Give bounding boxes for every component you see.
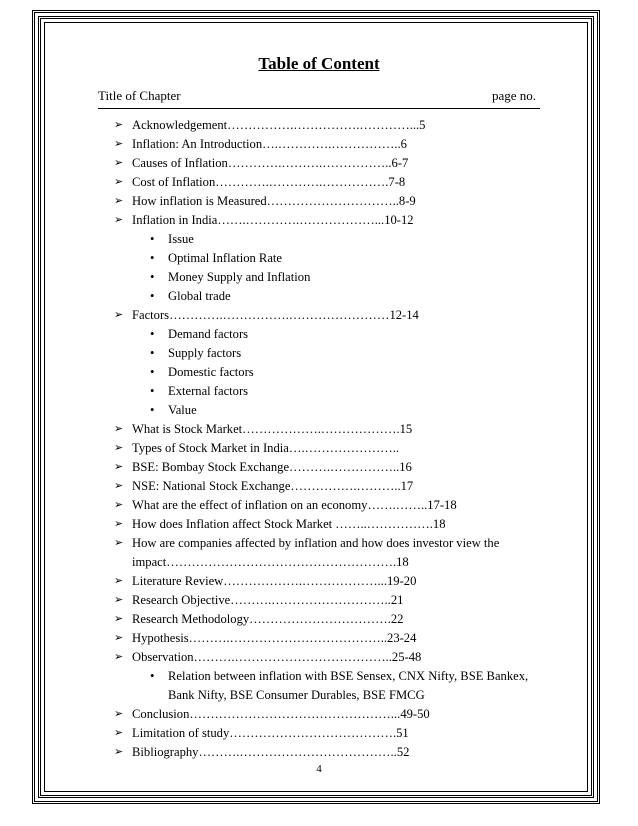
- toc-subentry: [110, 382, 550, 401]
- toc-entry-text: Supply factors: [168, 346, 242, 360]
- toc-entry-text: Literature Review……………….………………...19-20: [132, 574, 417, 588]
- toc-entry-text: Global trade: [168, 289, 231, 303]
- arrow-bullet-icon: ➢: [114, 594, 124, 606]
- round-bullet-icon: •: [150, 327, 155, 341]
- toc-entry: [110, 173, 550, 192]
- arrow-bullet-icon: ➢: [114, 423, 124, 435]
- arrow-bullet-icon: ➢: [114, 195, 124, 207]
- toc-entry-text: Demand factors: [168, 327, 249, 341]
- toc-entry-text: Research Objective……….………………………..21: [132, 593, 404, 607]
- arrow-bullet-icon: ➢: [114, 499, 124, 511]
- round-bullet-icon: •: [150, 669, 155, 683]
- toc-entry: [110, 743, 550, 762]
- toc-entry-text: Research Methodology…………………………….22: [132, 612, 404, 626]
- toc-entry-text: Hypothesis……….………………………………..23-24: [132, 631, 417, 645]
- toc-entry: [110, 534, 550, 572]
- arrow-bullet-icon: ➢: [114, 651, 124, 663]
- arrow-bullet-icon: ➢: [114, 138, 124, 150]
- toc-entry-text: Domestic factors: [168, 365, 254, 379]
- toc-entry-text: Acknowledgement…………….…………….…………...5: [132, 118, 426, 132]
- toc-entry: [110, 705, 550, 724]
- arrow-bullet-icon: ➢: [114, 632, 124, 644]
- arrow-bullet-icon: ➢: [114, 708, 124, 720]
- toc-entry: [110, 306, 550, 325]
- arrow-bullet-icon: ➢: [114, 480, 124, 492]
- toc-entry-text: Conclusion…………………………………………...49-50: [132, 707, 430, 721]
- page-title: [0, 54, 638, 74]
- round-bullet-icon: •: [150, 270, 155, 284]
- page-title-text: Table of Content: [258, 54, 380, 73]
- round-bullet-icon: •: [150, 384, 155, 398]
- toc-entry-text: What are the effect of inflation on an economy…….……..17-18: [132, 498, 457, 512]
- toc-entry: [110, 420, 550, 439]
- round-bullet-icon: •: [150, 251, 155, 265]
- toc-entry: [110, 610, 550, 629]
- arrow-bullet-icon: ➢: [114, 746, 124, 758]
- arrow-bullet-icon: ➢: [114, 157, 124, 169]
- toc-subentry: [110, 230, 550, 249]
- toc-entry: [110, 458, 550, 477]
- toc-entry-text: Observation……….………………………………..25-48: [132, 650, 422, 664]
- arrow-bullet-icon: ➢: [114, 442, 124, 454]
- toc-entry: [110, 515, 550, 534]
- round-bullet-icon: •: [150, 232, 155, 246]
- toc-entry-text: Money Supply and Inflation: [168, 270, 311, 284]
- arrow-bullet-icon: ➢: [114, 575, 124, 587]
- arrow-bullet-icon: ➢: [114, 119, 124, 131]
- toc-subentry: [110, 287, 550, 306]
- toc-entry-text: NSE: National Stock Exchange…………….………..17: [132, 479, 414, 493]
- toc-entry: [110, 648, 550, 667]
- arrow-bullet-icon: ➢: [114, 727, 124, 739]
- toc-header-row: [98, 88, 540, 109]
- toc-entry-text: Cost of Inflation………….………….…………….7-8: [132, 175, 406, 189]
- toc-entry-text: Inflation in India…….………….………………...10-12: [132, 213, 414, 227]
- toc-entry-text: Factors………….…………….……………………12-14: [132, 308, 419, 322]
- arrow-bullet-icon: ➢: [114, 176, 124, 188]
- toc-entry-text: Inflation: An Introduction….………….……………..6: [132, 137, 407, 151]
- toc-entry-text: Types of Stock Market in India….…………………..: [132, 441, 400, 455]
- arrow-bullet-icon: ➢: [114, 537, 124, 549]
- toc-entry-text: Value: [168, 403, 197, 417]
- toc-entry: [110, 211, 550, 230]
- arrow-bullet-icon: ➢: [114, 214, 124, 226]
- toc-entry: [110, 439, 550, 458]
- toc-subentry: [110, 401, 550, 420]
- toc-subentry: [110, 268, 550, 287]
- page-number: 4: [316, 763, 322, 775]
- toc-list: [110, 116, 550, 762]
- toc-entry-text: Issue: [168, 232, 194, 246]
- toc-subentry: [110, 667, 550, 705]
- toc-entry-text: Limitation of study………………………………….51: [132, 726, 409, 740]
- chapter-title-header: Title of Chapter: [98, 88, 181, 103]
- toc-entry-text: What is Stock Market……………….……………….15: [132, 422, 413, 436]
- arrow-bullet-icon: ➢: [114, 309, 124, 321]
- toc-entry-text: How are companies affected by inflation and how does investor view the impact……………………………………………….18: [132, 536, 500, 569]
- toc-subentry: [110, 249, 550, 268]
- toc-subentry: [110, 344, 550, 363]
- toc-entry-text: How does Inflation affect Stock Market ……..…………….18: [132, 517, 446, 531]
- round-bullet-icon: •: [150, 403, 155, 417]
- toc-entry: [110, 154, 550, 173]
- toc-entry: [110, 496, 550, 515]
- toc-entry-text: Bibliography……….………………………………..52: [132, 745, 410, 759]
- toc-subentry: [110, 325, 550, 344]
- toc-entry-text: Optimal Inflation Rate: [168, 251, 283, 265]
- toc-subentry: [110, 363, 550, 382]
- arrow-bullet-icon: ➢: [114, 613, 124, 625]
- arrow-bullet-icon: ➢: [114, 518, 124, 530]
- round-bullet-icon: •: [150, 289, 155, 303]
- toc-entry: [110, 116, 550, 135]
- toc-entry: [110, 591, 550, 610]
- toc-entry: [110, 477, 550, 496]
- toc-entry: [110, 572, 550, 591]
- round-bullet-icon: •: [150, 365, 155, 379]
- toc-entry: [110, 724, 550, 743]
- toc-entry: [110, 629, 550, 648]
- page-number-header: page no.: [491, 88, 536, 103]
- toc-entry: [110, 135, 550, 154]
- toc-entry-text: Causes of Inflation………….……….……………..6-7: [132, 156, 409, 170]
- toc-entry-text: How inflation is Measured…………………………..8-9: [132, 194, 416, 208]
- toc-entry-text: BSE: Bombay Stock Exchange……….……………..16: [132, 460, 412, 474]
- toc-entry-text: External factors: [168, 384, 249, 398]
- round-bullet-icon: •: [150, 346, 155, 360]
- toc-entry: [110, 192, 550, 211]
- toc-entry-text: Relation between inflation with BSE Sensex, CNX Nifty, BSE Bankex, Bank Nifty, BSE Consumer Durables, BSE FMCG: [168, 669, 529, 702]
- arrow-bullet-icon: ➢: [114, 461, 124, 473]
